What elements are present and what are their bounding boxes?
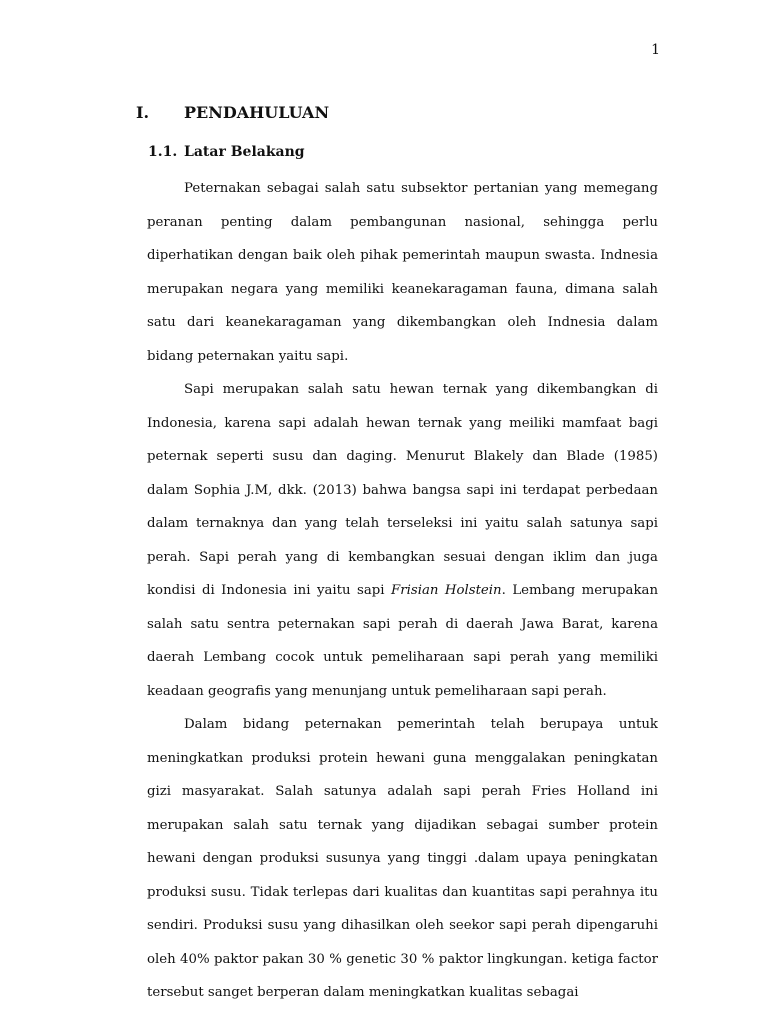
paragraph-2-text-before: Sapi merupakan salah satu hewan ternak yang dikembangkan di Indonesia, karena sapi adalah hewan ternak yang meiliki mamfaat bagi peternak seperti susu dan daging. Menurut Blakely dan Blade (1985) dalam Sophia J.M, dkk. (2013) bahwa bangsa sapi ini terdapat perbedaan dalam ternaknya dan yang telah terseleksi ini yaitu salah satunya sapi perah. Sapi perah yang di kembangkan sesuai dengan iklim dan juga kondisi di Indonesia ini yaitu sapi [147,382,658,598]
section-title: Latar Belakang [184,144,305,160]
paragraph-2-italic-term: Frisian Holstein [391,583,502,598]
section-number: 1.1. [148,144,178,160]
paragraph-2-text-after: . Lembang merupakan salah satu sentra peternakan sapi perah di daerah Jawa Barat, karena daerah Lembang cocok untuk pemeliharaan sapi perah yang memiliki keadaan geografis yang menunjang untuk pemeliharaan sapi perah. [147,583,659,699]
chapter-title: PENDAHULUAN [184,103,330,122]
chapter-number: I. [136,103,150,122]
paragraph-2 [147,373,658,708]
body-text [147,172,658,1010]
page-number: 1 [651,42,660,58]
paragraph-3: Dalam bidang peternakan pemerintah telah berupaya untuk meningkatkan produksi protein hewani guna menggalakan peningkatan gizi masyarakat. Salah satunya adalah sapi perah Fries Holland ini merupakan salah satu ternak yang dijadikan sebagai sumber protein hewani dengan produksi susunya yang tinggi .dalam upaya peningkatan produksi susu. Tidak terlepas dari kualitas dan kuantitas sapi perahnya itu sendiri. Produksi susu yang dihasilkan oleh seekor sapi perah dipengaruhi oleh 40% paktor pakan 30 % genetic 30 % paktor lingkungan. ketiga factor tersebut sanget berperan dalam meningkatkan kualitas sebagai [147,717,658,1000]
paragraph-1: Peternakan sebagai salah satu subsektor pertanian yang memegang peranan penting dalam pembangunan nasional, sehingga perlu diperhatikan dengan baik oleh pihak pemerintah maupun swasta. Indnesia merupakan negara yang memiliki keanekaragaman fauna, dimana salah satu dari keanekaragaman yang dikembangkan oleh Indnesia dalam bidang peternakan yaitu sapi. [147,181,658,364]
